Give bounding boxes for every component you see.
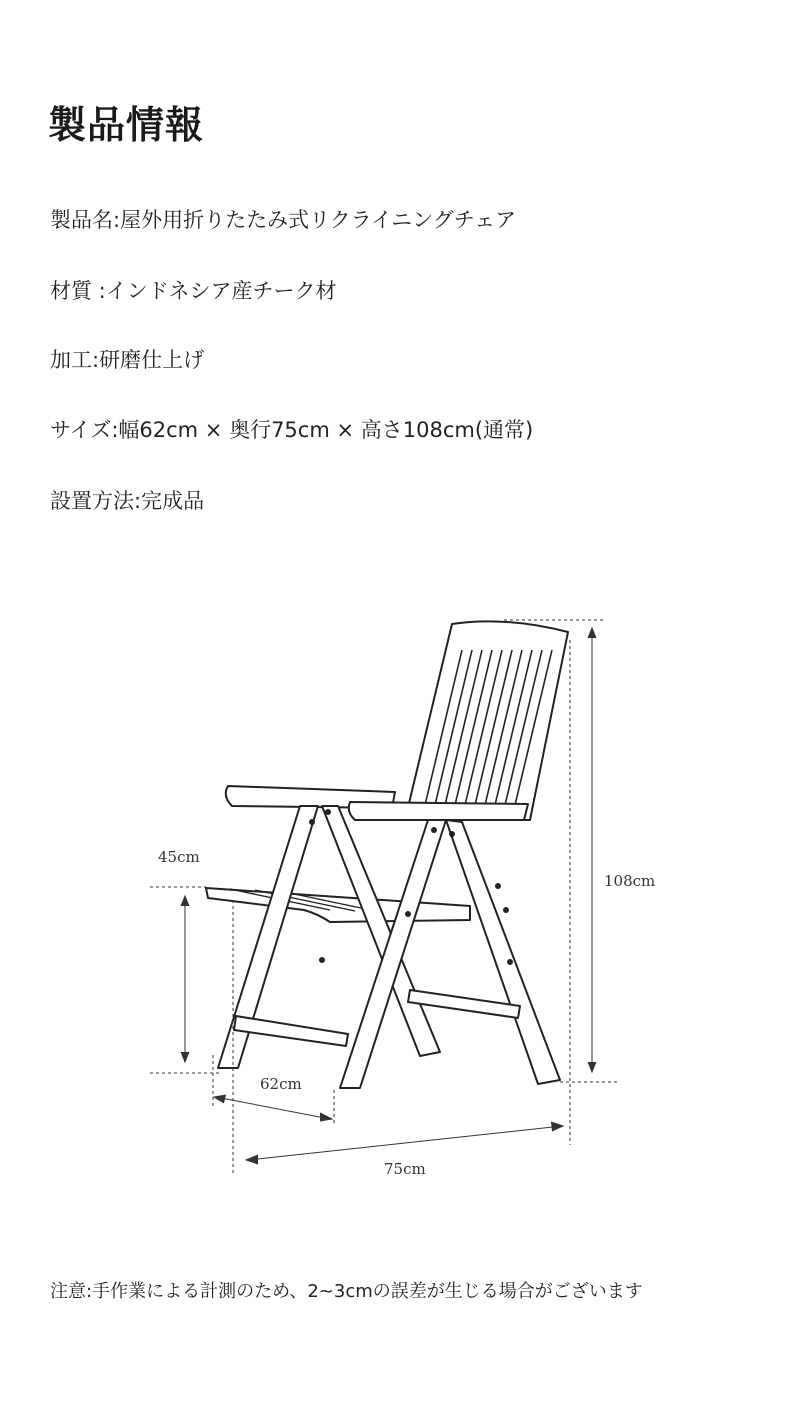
chair-illustration [206,621,568,1088]
spec-material: 材質 :インドネシア産チーク材 [50,279,337,303]
spec-product-name: 製品名:屋外用折りたたみ式リクライニングチェア [50,208,517,232]
spec-finish: 加工:研磨仕上げ [50,348,205,372]
seat-height-label: 45cm [158,848,200,866]
page-title: 製品情報 [48,103,205,147]
chair-dimension-diagram [0,570,790,1210]
spec-size: サイズ:幅62cm × 奥行75cm × 高さ108cm(通常) [50,418,534,442]
spec-assembly: 設置方法:完成品 [50,489,205,513]
total-height-label: 108cm [604,872,656,890]
measurement-note: 注意:手作業による計測のため、2~3cmの誤差が生じる場合がございます [50,1281,643,1302]
width-label: 62cm [260,1075,302,1093]
depth-label: 75cm [384,1160,426,1178]
